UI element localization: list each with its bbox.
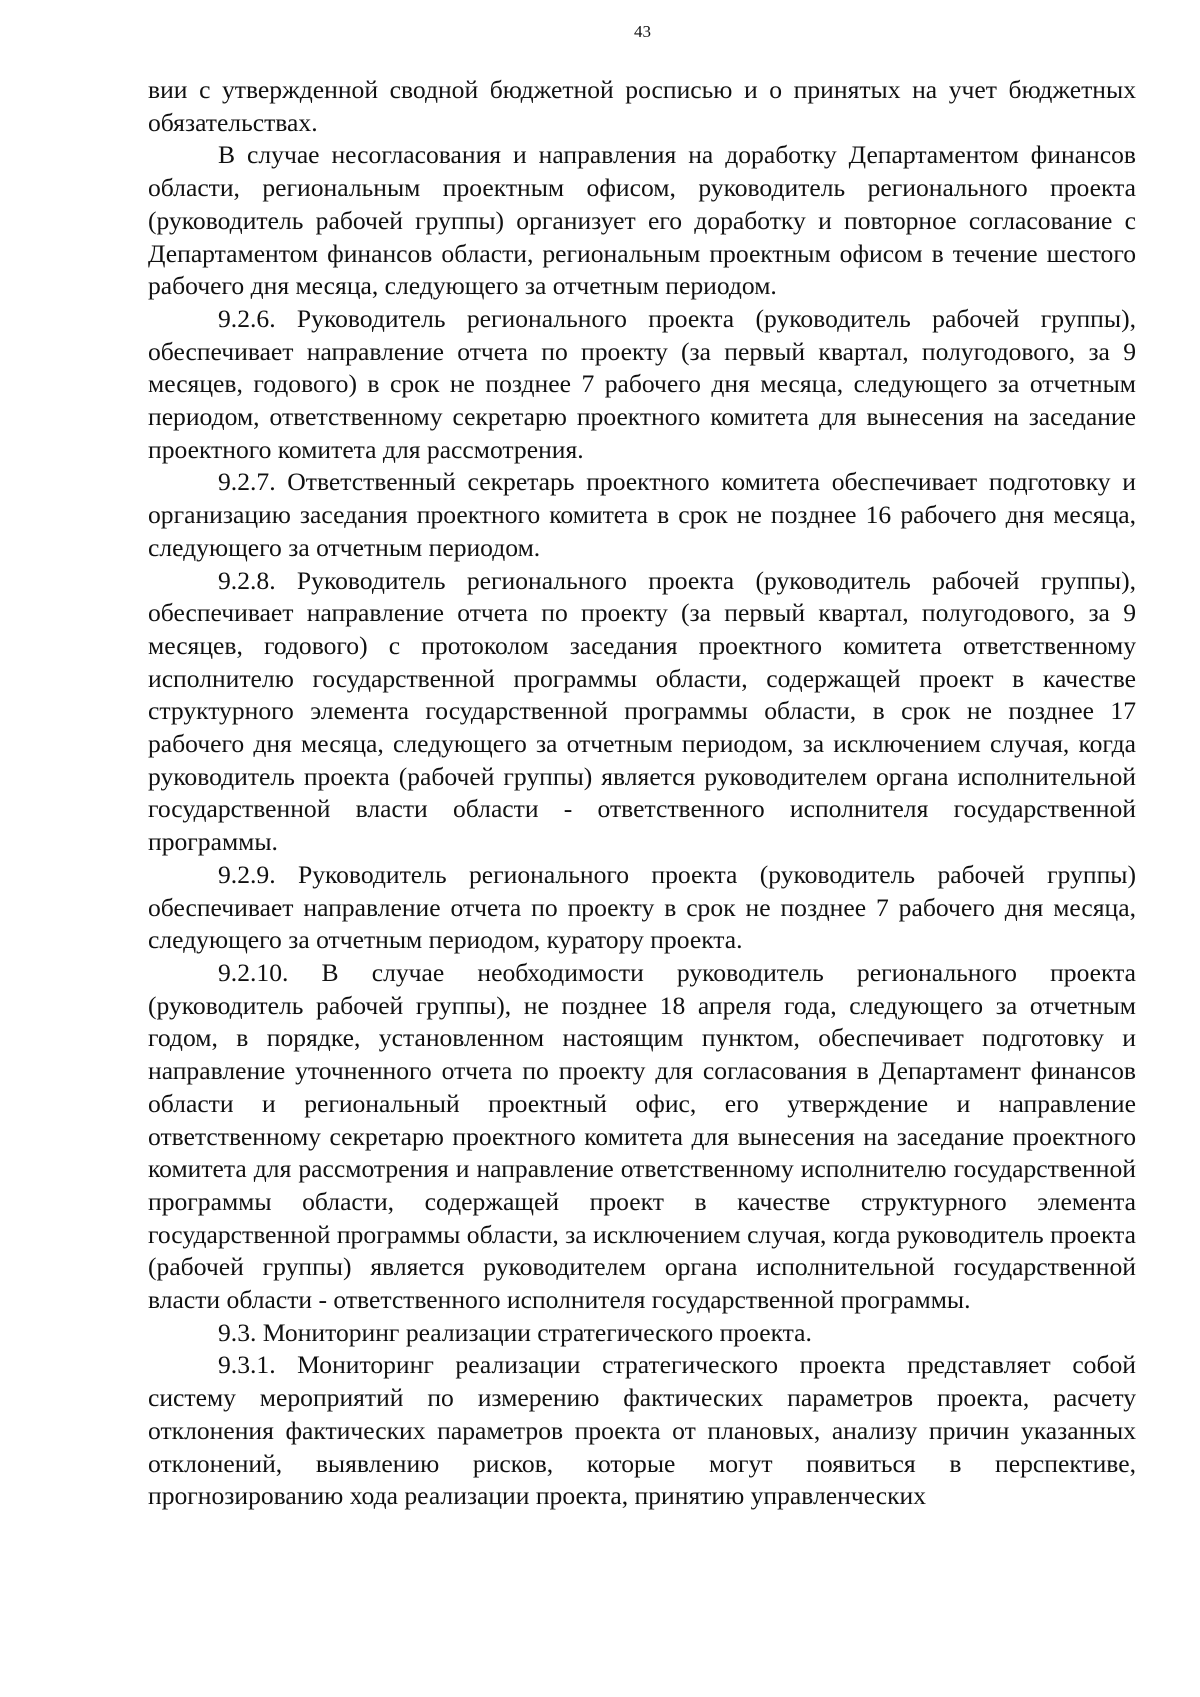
paragraph-9-2-7: 9.2.7. Ответственный секретарь проектного комитета обеспечивает подготовку и организацию заседания проектного комитета в срок не позднее 16 рабочего дня месяца, следующего за отчетным периодом. [148,467,1136,562]
paragraph-9-2-10: 9.2.10. В случае необходимости руководитель регионального проекта (руководитель рабочей группы), не позднее 18 апреля года, следующего за отчетным годом, в порядке, установленном настоящим пунктом, обеспечивает подготовку и направление уточненного отчета по проекту для согласования в Департамент финансов области и региональный проектный офис, его утверждение и направление ответственному секретарю проектного комитета для вынесения на заседание проектного комитета для рассмотрения и направление ответственному исполнителю государственной программы области, содержащей проект в качестве структурного элемента государственной программы области, за исключением случая, когда руководитель проекта (рабочей группы) является руководителем органа исполнительной государственной власти области - ответственного исполнителя государственной программы. [148,957,1136,1315]
section-heading-9-3: 9.3. Мониторинг реализации стратегического проекта. [218,1317,812,1347]
page-number: 43 [634,22,651,41]
paragraph-9-2-6: 9.2.6. Руководитель регионального проекта (руководитель рабочей группы), обеспечивает направление отчета по проекту (за первый квартал, полугодового, за 9 месяцев, годового) в срок не позднее 7 рабочего дня месяца, следующего за отчетным периодом, ответственному секретарю проектного комитета для вынесения на заседание проектного комитета для рассмотрения. [148,303,1136,464]
document-body [148,74,1136,1513]
paragraph-revision: В случае несогласования и направления на доработку Департаментом финансов области, региональным проектным офисом, руководитель регионального проекта (руководитель рабочей группы) организует его доработку и повторное согласование с Департаментом финансов области, региональным проектным офисом в течение шестого рабочего дня месяца, следующего за отчетным периодом. [148,140,1136,301]
paragraph-continuation: вии с утвержденной сводной бюджетной росписью и о принятых на учет бюджетных обязательствах. [148,75,1136,137]
paragraph-9-2-9: 9.2.9. Руководитель регионального проекта (руководитель рабочей группы) обеспечивает направление отчета по проекту в срок не позднее 7 рабочего дня месяца, следующего за отчетным периодом, куратору проекта. [148,859,1136,955]
paragraph-9-2-8: 9.2.8. Руководитель регионального проекта (руководитель рабочей группы), обеспечивает направление отчета по проекту (за первый квартал, полугодового, за 9 месяцев, годового) с протоколом заседания проектного комитета ответственному исполнителю государственной программы области, содержащей проект в качестве структурного элемента государственной программы области, в срок не позднее 17 рабочего дня месяца, следующего за отчетным периодом, за исключением случая, когда руководитель проекта (рабочей группы) является руководителем органа исполнительной государственной власти области - ответственного исполнителя государственной программы. [148,565,1136,857]
paragraph-9-3-1: 9.3.1. Мониторинг реализации стратегического проекта представляет собой систему мероприятий по измерению фактических параметров проекта, расчету отклонения фактических параметров проекта от плановых, анализу причин указанных отклонений, выявлению рисков, которые могут появиться в перспективе, прогнозированию хода реализации проекта, принятию управленческих [148,1350,1136,1511]
